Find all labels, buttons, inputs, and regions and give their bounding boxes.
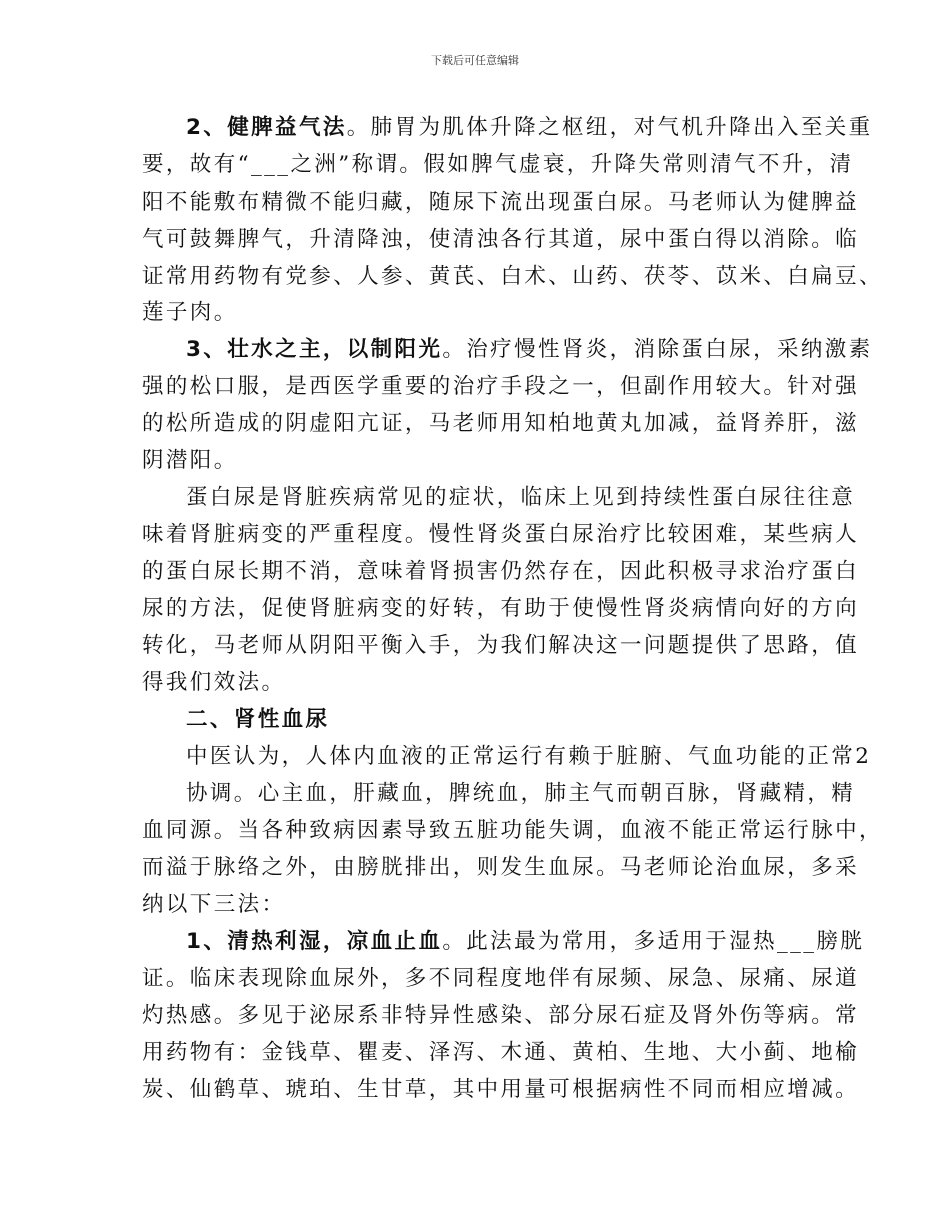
paragraph-4-line-3: 血同源。当各种致病因素导致五脏功能失调，血液不能正常运行脉中， — [142, 818, 883, 843]
paragraph-1-line-3: 阳不能敷布精微不能归藏，随尿下流出现蛋白尿。马老师认为健脾益 — [142, 190, 860, 215]
paragraph-5-line-4: 用药物有：金钱草、瞿麦、泽泻、木通、黄柏、生地、大小蓟、地榆 — [142, 1040, 860, 1065]
paragraph-4-line-2: 协调。心主血，肝藏血，脾统血，肺主气而朝百脉，肾藏精，精 — [186, 781, 856, 806]
paragraph-5-line-3: 灼热感。多见于泌尿系非特异性感染、部分尿石症及肾外伤等病。常 — [142, 1003, 860, 1028]
paragraph-1-line-6: 莲子肉。 — [142, 300, 238, 325]
paragraph-1-lead: 。肺胃为肌体升降之枢纽，对气机升降出入至关重 — [346, 115, 873, 140]
paragraph-3-line-4: 尿的方法，促使肾脏病变的好转，有助于使慢性肾炎病情向好的方向 — [142, 596, 860, 621]
paragraph-4-line-1: 中医认为，人体内血液的正常运行有赖于脏腑、气血功能的正常2 — [186, 744, 872, 769]
paragraph-1-line-1 — [186, 117, 873, 139]
page-header: 下载后可任意编辑 — [431, 54, 519, 67]
paragraph-1-line-5: 证常用药物有党参、人参、黄芪、白术、山药、茯苓、苡米、白扁豆、 — [142, 264, 883, 289]
paragraph-5-lead: 。此法最为常用，多适用于湿热___膀胱 — [442, 929, 865, 954]
paragraph-2-line-1 — [186, 339, 873, 361]
paragraph-3-line-1: 蛋白尿是肾脏疾病常见的症状，临床上见到持续性蛋白尿往往意 — [186, 485, 856, 510]
paragraph-4-line-4: 而溢于脉络之外，由膀胱排出，则发生血尿。马老师论治血尿，多采 — [142, 855, 860, 880]
paragraph-5-heading: 1、清热利湿，凉血止血 — [186, 929, 443, 954]
paragraph-3-line-6: 得我们效法。 — [142, 670, 286, 695]
paragraph-3-line-3: 的蛋白尿长期不消，意味着肾损害仍然存在，因此积极寻求治疗蛋白 — [142, 559, 860, 584]
paragraph-3-line-5: 转化，马老师从阴阳平衡入手，为我们解决这一问题提供了思路，值 — [142, 633, 860, 658]
paragraph-4-line-5: 纳以下三法： — [142, 892, 286, 917]
section-heading — [186, 709, 329, 731]
paragraph-3-line-2: 味着肾脏病变的严重程度。慢性肾炎蛋白尿治疗比较困难，某些病人 — [142, 522, 860, 547]
section-heading-text: 二、肾性血尿 — [186, 707, 330, 732]
paragraph-2-heading: 3、壮水之主，以制阳光 — [186, 337, 443, 362]
paragraph-2-lead: 。治疗慢性肾炎，消除蛋白尿，采纳激素 — [442, 337, 873, 362]
paragraph-2-line-3: 的松所造成的阴虚阳亢证，马老师用知柏地黄丸加减，益肾养肝，滋 — [142, 411, 860, 436]
paragraph-2-line-4: 阴潜阳。 — [142, 448, 238, 473]
paragraph-5-line-2: 证。临床表现除血尿外，多不同程度地伴有尿频、尿急、尿痛、尿道 — [142, 966, 860, 991]
paragraph-1-heading: 2、健脾益气法 — [186, 115, 347, 140]
paragraph-1-line-2: 要，故有“___之洲”称谓。假如脾气虚衰，升降失常则清气不升，清 — [142, 152, 854, 177]
paragraph-5-line-5: 炭、仙鹤草、琥珀、生甘草，其中用量可根据病性不同而相应增减。 — [142, 1077, 860, 1102]
paragraph-1-line-4: 气可鼓舞脾气，升清降浊，使清浊各行其道，尿中蛋白得以消除。临 — [142, 227, 860, 252]
paragraph-2-line-2: 强的松口服，是西医学重要的治疗手段之一，但副作用较大。针对强 — [142, 374, 860, 399]
paragraph-5-line-1 — [186, 931, 864, 953]
